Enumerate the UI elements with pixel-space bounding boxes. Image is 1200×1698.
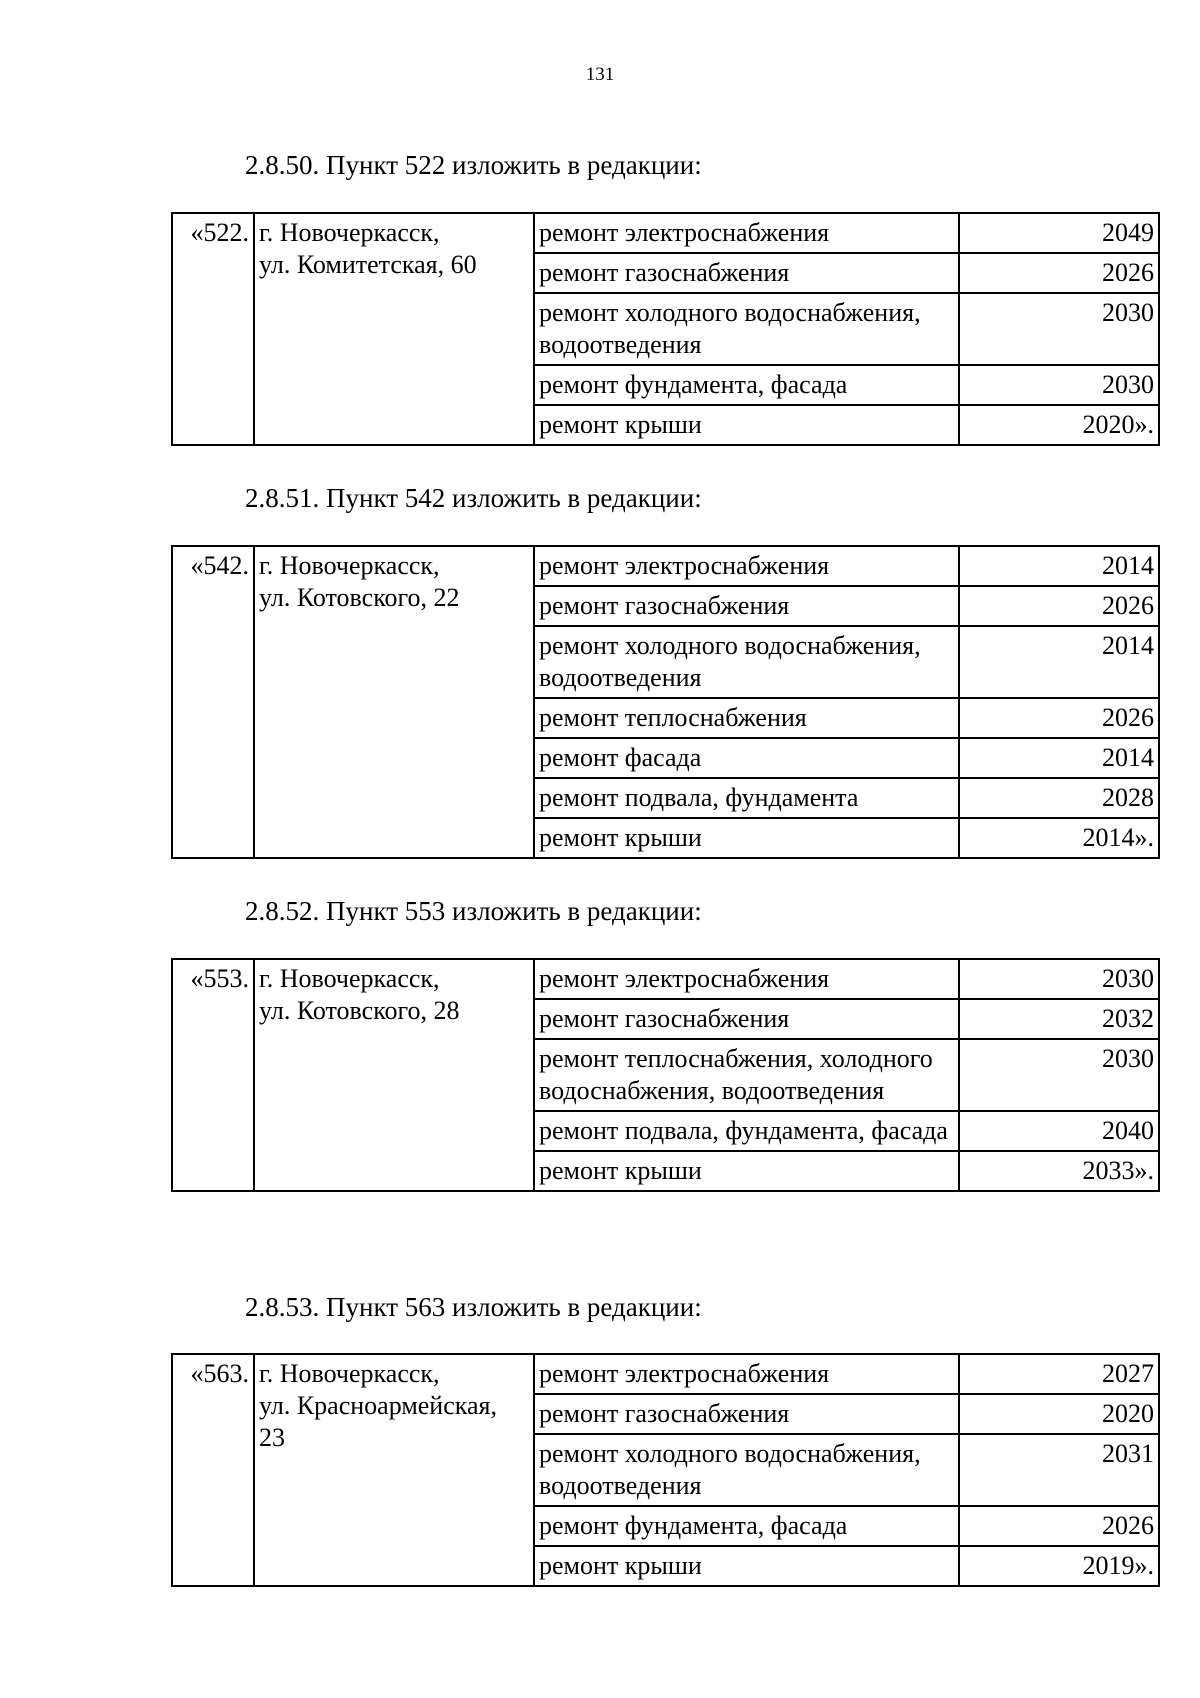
year: 2014 (959, 626, 1159, 698)
work-type: ремонт крыши (534, 1151, 959, 1191)
item-number: «553. (172, 959, 254, 1191)
table-row (172, 959, 1159, 999)
address-cell (254, 1354, 534, 1586)
item-number: «542. (172, 546, 254, 858)
address-city: г. Новочеркасск, (259, 1359, 440, 1388)
work-type: ремонт фасада (534, 738, 959, 778)
address-cell (254, 213, 534, 445)
address-street: ул. Красноармейская, 23 (259, 1391, 497, 1452)
work-type: ремонт теплоснабжения, холодного водоснабжения, водоотведения (534, 1039, 959, 1111)
year: 2019». (959, 1546, 1159, 1586)
work-type: ремонт холодного водоснабжения, водоотведения (534, 626, 959, 698)
year: 2033». (959, 1151, 1159, 1191)
year: 2020 (959, 1394, 1159, 1434)
work-type: ремонт газоснабжения (534, 999, 959, 1039)
work-type: ремонт подвала, фундамента (534, 778, 959, 818)
work-type: ремонт холодного водоснабжения, водоотведения (534, 1434, 959, 1506)
year: 2026 (959, 698, 1159, 738)
work-type: ремонт холодного водоснабжения, водоотведения (534, 293, 959, 365)
work-type: ремонт электроснабжения (534, 546, 959, 586)
work-type: ремонт электроснабжения (534, 959, 959, 999)
repair-table (171, 958, 1160, 1192)
work-type: ремонт подвала, фундамента, фасада (534, 1111, 959, 1151)
section-heading: 2.8.53. Пункт 563 изложить в редакции: (245, 1292, 702, 1322)
year: 2027 (959, 1354, 1159, 1394)
address-city: г. Новочеркасск, (259, 218, 440, 247)
address-city: г. Новочеркасск, (259, 964, 440, 993)
year: 2014 (959, 546, 1159, 586)
year: 2028 (959, 778, 1159, 818)
year: 2020». (959, 405, 1159, 445)
work-type: ремонт крыши (534, 405, 959, 445)
year: 2049 (959, 213, 1159, 253)
work-type: ремонт электроснабжения (534, 213, 959, 253)
page-number: 131 (585, 64, 615, 85)
work-type: ремонт газоснабжения (534, 1394, 959, 1434)
year: 2030 (959, 1039, 1159, 1111)
address-cell (254, 959, 534, 1191)
table-row (172, 546, 1159, 586)
table-row (172, 1354, 1159, 1394)
year: 2026 (959, 586, 1159, 626)
work-type: ремонт газоснабжения (534, 586, 959, 626)
year: 2032 (959, 999, 1159, 1039)
address-street: ул. Котовского, 28 (259, 996, 460, 1025)
year: 2026 (959, 1506, 1159, 1546)
year: 2040 (959, 1111, 1159, 1151)
year: 2031 (959, 1434, 1159, 1506)
address-cell (254, 546, 534, 858)
address-city: г. Новочеркасск, (259, 551, 440, 580)
section-heading: 2.8.52. Пункт 553 изложить в редакции: (245, 896, 702, 926)
address-street: ул. Комитетская, 60 (259, 250, 477, 279)
year: 2026 (959, 253, 1159, 293)
work-type: ремонт крыши (534, 1546, 959, 1586)
table-row (172, 213, 1159, 253)
item-number: «563. (172, 1354, 254, 1586)
section-heading: 2.8.51. Пункт 542 изложить в редакции: (245, 483, 702, 513)
item-number: «522. (172, 213, 254, 445)
year: 2014». (959, 818, 1159, 858)
work-type: ремонт фундамента, фасада (534, 1506, 959, 1546)
work-type: ремонт фундамента, фасада (534, 365, 959, 405)
work-type: ремонт теплоснабжения (534, 698, 959, 738)
repair-table (171, 212, 1160, 446)
work-type: ремонт электроснабжения (534, 1354, 959, 1394)
section-heading: 2.8.50. Пункт 522 изложить в редакции: (245, 150, 702, 180)
address-street: ул. Котовского, 22 (259, 583, 460, 612)
work-type: ремонт газоснабжения (534, 253, 959, 293)
year: 2030 (959, 959, 1159, 999)
year: 2030 (959, 293, 1159, 365)
year: 2014 (959, 738, 1159, 778)
repair-table (171, 545, 1160, 859)
year: 2030 (959, 365, 1159, 405)
work-type: ремонт крыши (534, 818, 959, 858)
repair-table (171, 1353, 1160, 1587)
